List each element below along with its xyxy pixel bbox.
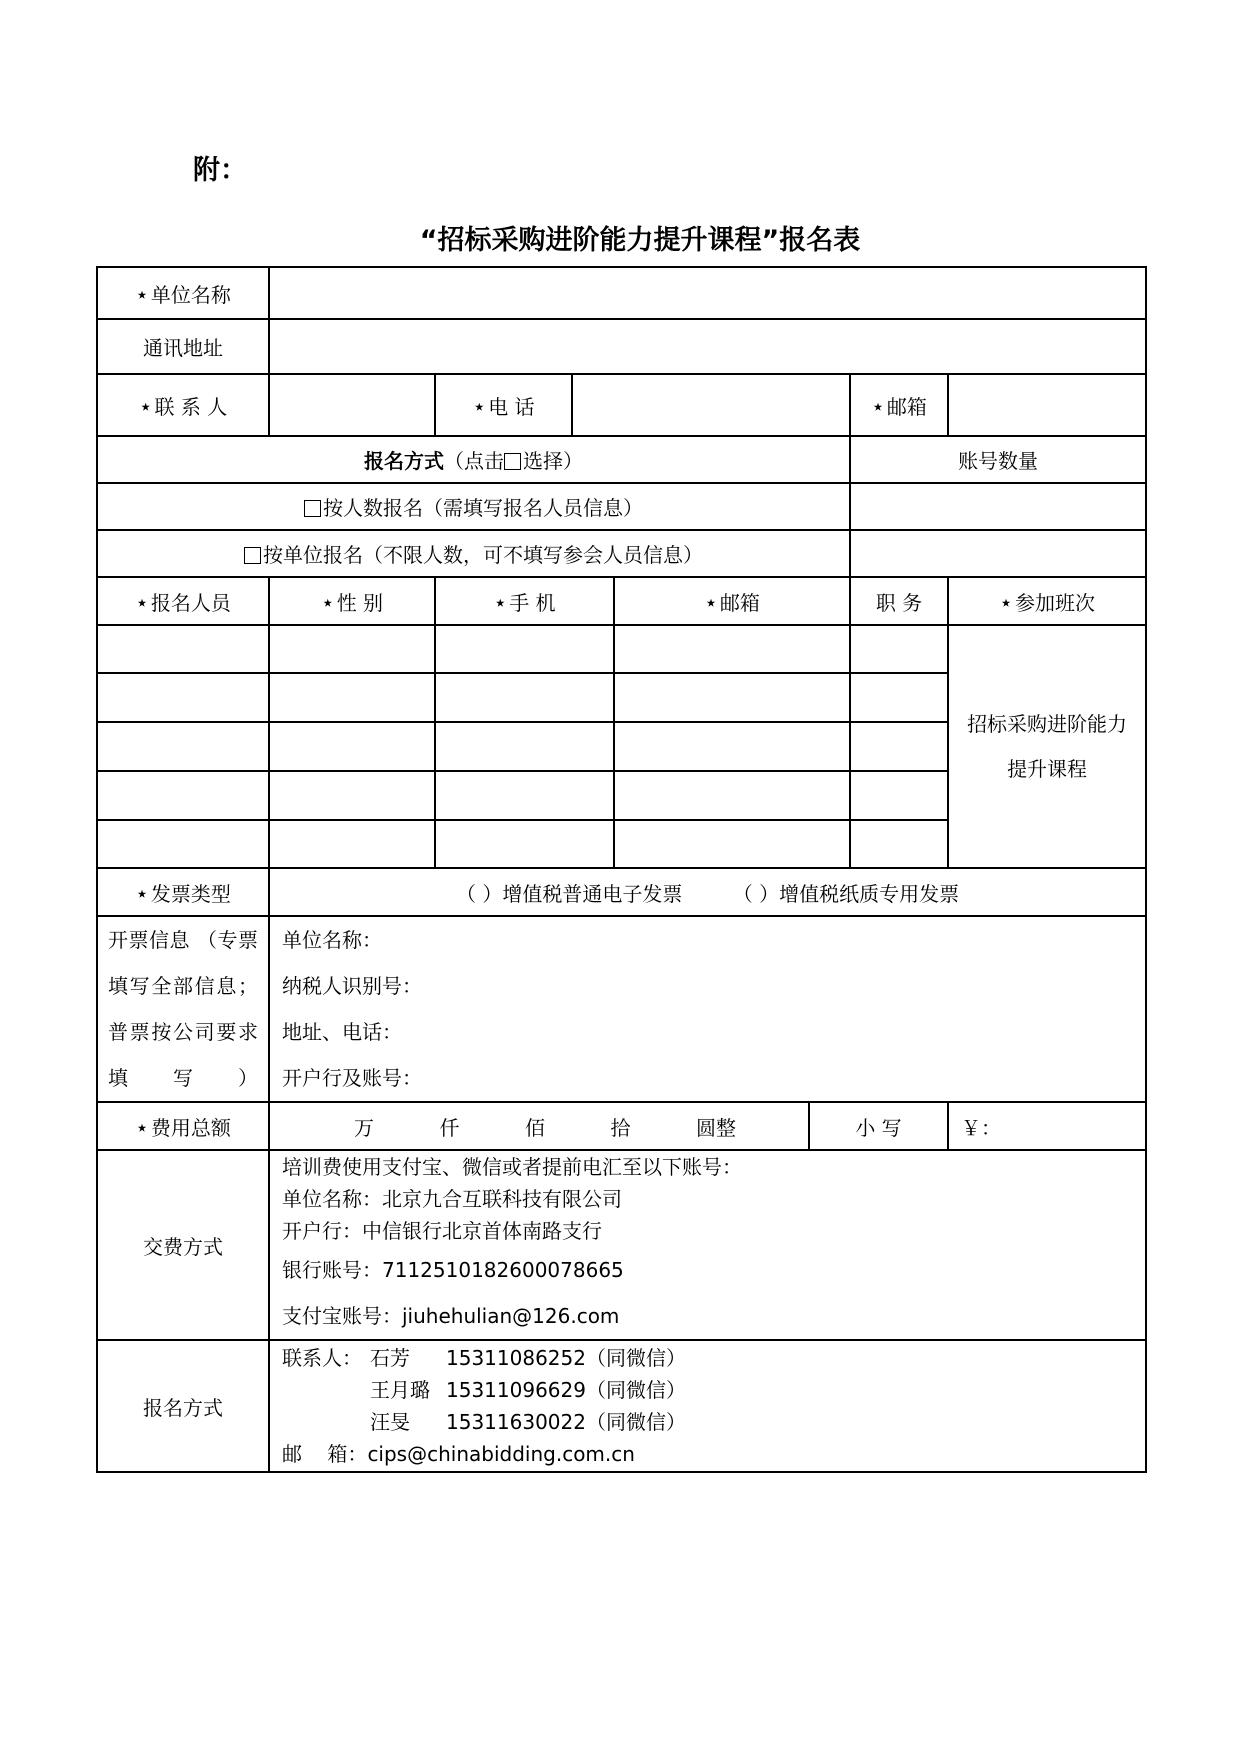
contact-input[interactable] — [269, 374, 435, 436]
fee-unit-wan: 万 — [354, 1115, 374, 1140]
header-mobile: ⋆ 手 机 — [435, 577, 614, 625]
attendee-name-input[interactable] — [97, 673, 269, 722]
attendee-position-input[interactable] — [850, 625, 948, 673]
registration-form — [96, 266, 1147, 1473]
contact-label: ⋆ 联 系 人 — [97, 374, 269, 436]
invoice-info-label: 开票信息 （专票填写全部信息；普票按公司要求填写） — [108, 928, 258, 1090]
account-count-input-unit[interactable] — [850, 530, 1146, 577]
payment-line: 开户行：中信银行北京首体南路支行 — [282, 1219, 602, 1243]
fee-uppercase-input[interactable] — [269, 1102, 809, 1150]
required-star-icon: ⋆ — [704, 590, 718, 616]
alipay-account: 支付宝账号：jiuhehulian@126.com — [282, 1304, 620, 1328]
class-name: 招标采购进阶能力提升课程 — [967, 711, 1128, 781]
required-star-icon: ⋆ — [135, 1115, 149, 1141]
fee-unit-shi: 拾 — [610, 1115, 631, 1140]
attendee-mobile-input[interactable] — [435, 820, 614, 868]
required-star-icon: ⋆ — [135, 881, 149, 907]
attendee-mobile-input[interactable] — [435, 771, 614, 820]
attendee-gender-input[interactable] — [269, 722, 435, 771]
fee-total-label: ⋆ 费用总额 — [97, 1102, 269, 1150]
method-header: 报名方式（点击 选择） — [97, 436, 850, 483]
required-star-icon: ⋆ — [493, 590, 508, 616]
contact-row — [282, 1406, 1145, 1438]
checkbox-icon — [504, 453, 521, 470]
class-name-cell — [948, 625, 1146, 868]
attendee-position-input[interactable] — [850, 722, 948, 771]
attendee-email-input[interactable] — [614, 771, 850, 820]
attendee-email-input[interactable] — [614, 722, 850, 771]
invoice-field-unit-name[interactable]: 单位名称： — [282, 928, 382, 952]
contact-row: 联系人： 石芳 15311086252（同微信） — [282, 1342, 1145, 1374]
required-star-icon: ⋆ — [135, 282, 149, 308]
invoice-type-options — [269, 868, 1146, 916]
checkbox-by-person[interactable] — [304, 500, 321, 517]
contact-phone: 15311096629（同微信） — [446, 1378, 686, 1402]
attendee-mobile-input[interactable] — [435, 673, 614, 722]
attendee-email-input[interactable] — [614, 625, 850, 673]
unit-name-input[interactable] — [269, 267, 1146, 319]
contact-email-row: 邮 箱：cips@chinabidding.com.cn — [282, 1442, 635, 1466]
attendee-gender-input[interactable] — [269, 771, 435, 820]
attendee-email-input[interactable] — [614, 673, 850, 722]
checkbox-by-unit[interactable] — [244, 547, 261, 564]
attendee-position-input[interactable] — [850, 673, 948, 722]
attendee-name-input[interactable] — [97, 722, 269, 771]
invoice-info-fields — [269, 916, 1146, 1102]
contact-phone: 15311086252（同微信） — [446, 1346, 686, 1370]
invoice-type-label: ⋆ 发票类型 — [97, 868, 269, 916]
required-star-icon: ⋆ — [135, 590, 149, 616]
header-class: ⋆ 参加班次 — [948, 577, 1146, 625]
attendee-name-input[interactable] — [97, 625, 269, 673]
account-count-input[interactable] — [850, 483, 1146, 530]
attachment-label: 附： — [193, 155, 247, 186]
invoice-field-bank-account[interactable]: 开户行及账号： — [282, 1066, 422, 1090]
payment-line: 培训费使用支付宝、微信或者提前电汇至以下账号： — [282, 1155, 742, 1179]
attendee-email-input[interactable] — [614, 820, 850, 868]
attendee-gender-input[interactable] — [269, 820, 435, 868]
fee-small-input[interactable] — [948, 1102, 1146, 1150]
invoice-field-taxpayer-id[interactable]: 纳税人识别号： — [282, 974, 422, 998]
registration-method-label: 报名方式 — [97, 1340, 269, 1472]
attendee-mobile-input[interactable] — [435, 625, 614, 673]
required-star-icon: ⋆ — [871, 394, 885, 420]
account-count-label: 账号数量 — [850, 436, 1146, 483]
address-label: 通讯地址 — [97, 319, 269, 374]
attendee-position-input[interactable] — [850, 771, 948, 820]
header-attendee: ⋆ 报名人员 — [97, 577, 269, 625]
option-by-person[interactable]: 按人数报名（需填写报名人员信息） — [97, 483, 850, 530]
attendee-row — [97, 625, 1146, 673]
contact-email[interactable]: cips@chinabidding.com.cn — [367, 1442, 635, 1466]
invoice-field-address-phone[interactable]: 地址、电话： — [282, 1020, 402, 1044]
contact-name: 王月璐 — [370, 1378, 430, 1402]
attendee-mobile-input[interactable] — [435, 722, 614, 771]
required-star-icon: ⋆ — [472, 394, 487, 420]
fee-unit-qian: 仟 — [439, 1115, 460, 1140]
unit-name-label: ⋆ 单位名称 — [97, 267, 269, 319]
invoice-option-paper[interactable]: （ ）增值税纸质专用发票 — [732, 881, 960, 906]
phone-label: ⋆ 电 话 — [435, 374, 572, 436]
option-by-unit[interactable]: 按单位报名（不限人数，可不填写参会人员信息） — [97, 530, 850, 577]
email-label: ⋆ 邮箱 — [850, 374, 948, 436]
email-input[interactable] — [948, 374, 1146, 436]
payment-line: 单位名称：北京九合互联科技有限公司 — [282, 1187, 622, 1211]
header-email: ⋆ 邮箱 — [614, 577, 850, 625]
form-title: “招标采购进阶能力提升课程”报名表 — [419, 225, 861, 256]
attendee-gender-input[interactable] — [269, 673, 435, 722]
attendee-gender-input[interactable] — [269, 625, 435, 673]
header-gender: ⋆ 性 别 — [269, 577, 435, 625]
fee-unit-bai: 佰 — [525, 1115, 545, 1140]
required-star-icon: ⋆ — [320, 590, 335, 616]
attendee-name-input[interactable] — [97, 771, 269, 820]
required-star-icon: ⋆ — [999, 590, 1013, 616]
invoice-info-label-cell — [97, 916, 269, 1102]
address-input[interactable] — [269, 319, 1146, 374]
yen-label: ￥： — [961, 1115, 1001, 1140]
contact-name: 石芳 — [370, 1346, 410, 1370]
phone-input[interactable] — [572, 374, 850, 436]
payment-method-content — [269, 1150, 1146, 1340]
contact-phone: 15311630022（同微信） — [446, 1410, 686, 1434]
bank-account: 银行账号：7112510182600078665 — [282, 1258, 624, 1282]
contact-row — [282, 1374, 1145, 1406]
fee-unit-yuan: 圆整 — [696, 1115, 736, 1140]
payment-method-label: 交费方式 — [97, 1150, 269, 1340]
attendee-name-input[interactable] — [97, 820, 269, 868]
attendee-position-input[interactable] — [850, 820, 948, 868]
registration-contacts — [269, 1340, 1146, 1472]
invoice-option-electronic[interactable]: （ ）增值税普通电子发票 — [456, 881, 683, 906]
required-star-icon: ⋆ — [138, 394, 153, 420]
contact-name: 汪旻 — [370, 1410, 410, 1434]
header-position: 职 务 — [850, 577, 948, 625]
fee-small-label: 小 写 — [809, 1102, 948, 1150]
